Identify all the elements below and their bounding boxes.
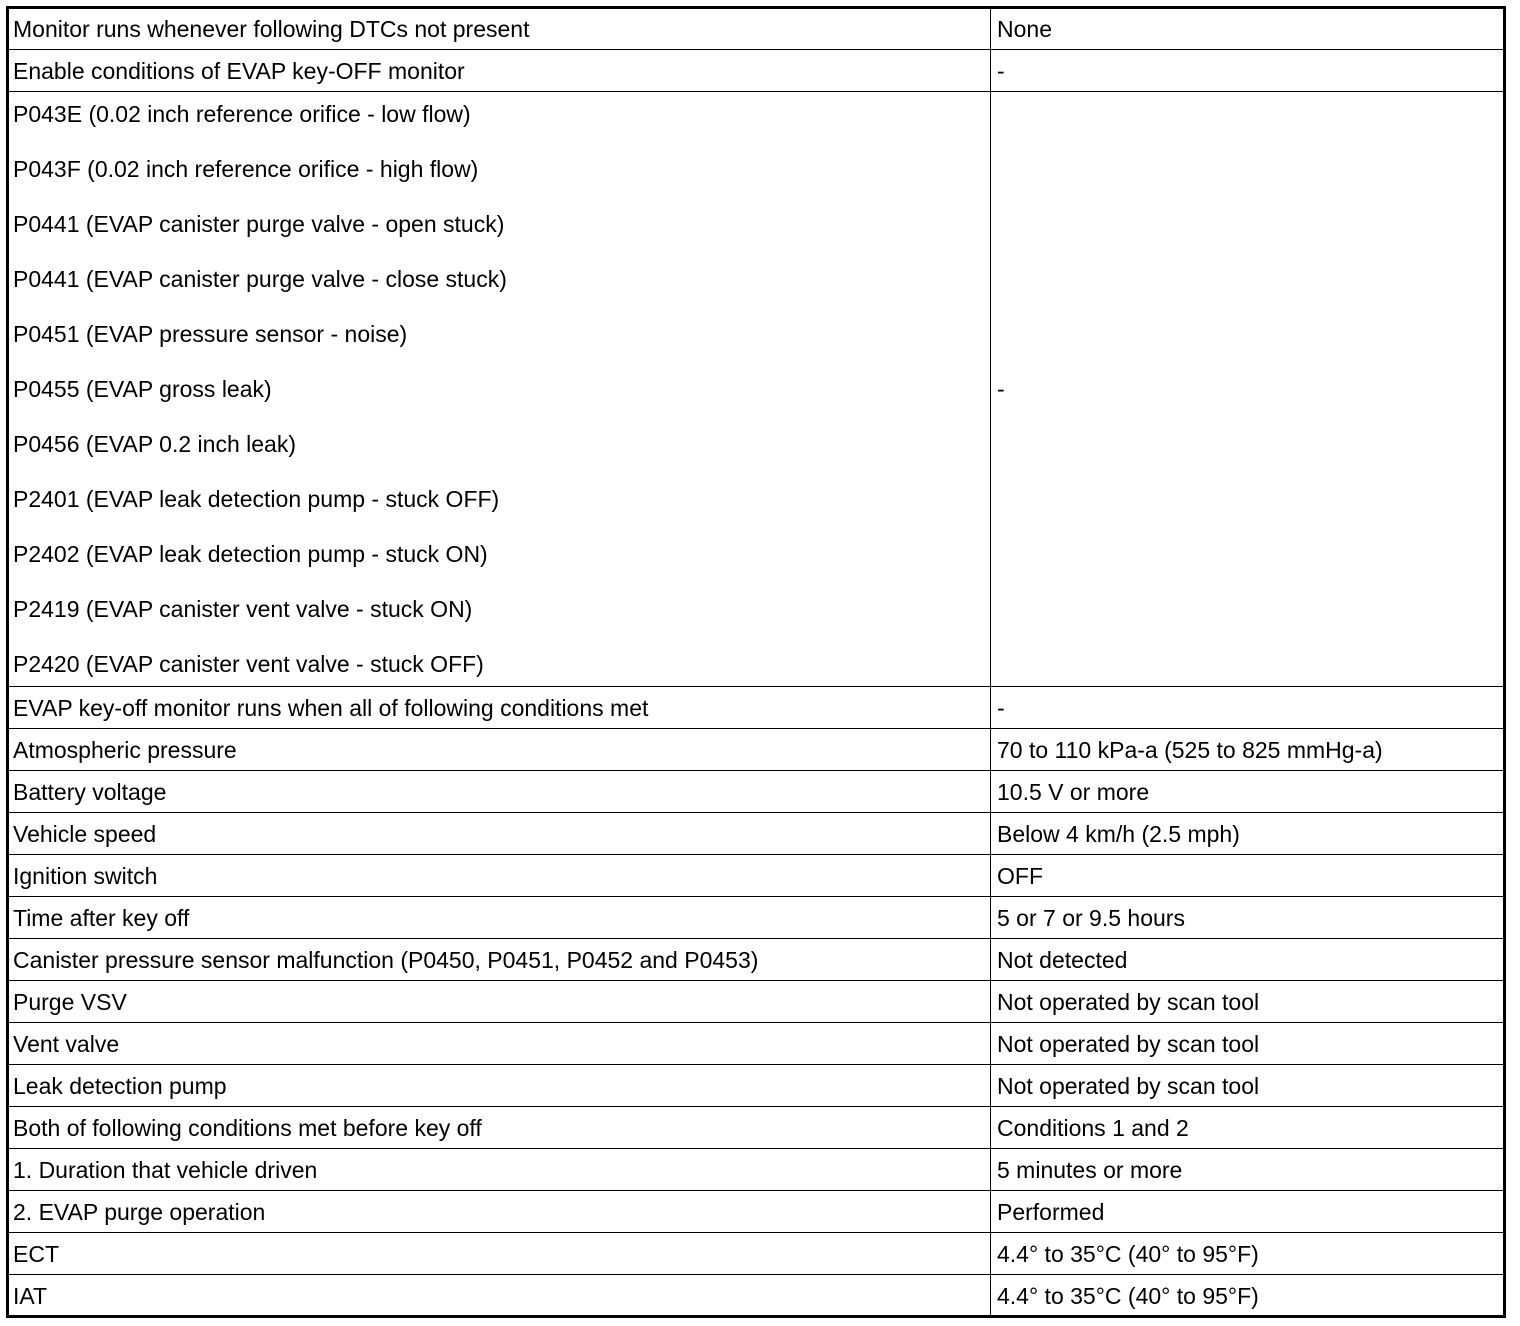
table-row <box>9 939 1503 981</box>
condition-value: Not operated by scan tool <box>991 1023 1504 1065</box>
condition-label: Atmospheric pressure <box>9 729 991 771</box>
condition-value: Performed <box>991 1191 1504 1233</box>
table-row <box>9 1023 1503 1065</box>
condition-value: 5 or 7 or 9.5 hours <box>991 897 1504 939</box>
condition-label: Time after key off <box>9 897 991 939</box>
table-row <box>9 855 1503 897</box>
condition-label: Enable conditions of EVAP key-OFF monitor <box>9 50 991 92</box>
table-row <box>9 981 1503 1023</box>
condition-value: 4.4° to 35°C (40° to 95°F) <box>991 1275 1504 1317</box>
dtc-item: P043F (0.02 inch reference orifice - high flow) <box>13 156 479 182</box>
condition-value: 10.5 V or more <box>991 771 1504 813</box>
condition-value: Not operated by scan tool <box>991 981 1504 1023</box>
table-row <box>9 813 1503 855</box>
dtc-list-value: - <box>991 92 1504 687</box>
spec-table <box>9 9 1503 1316</box>
condition-value: 5 minutes or more <box>991 1149 1504 1191</box>
table-row <box>9 50 1503 92</box>
condition-label: ECT <box>9 1233 991 1275</box>
dtc-item: P0451 (EVAP pressure sensor - noise) <box>13 321 408 347</box>
dtc-list-cell <box>9 92 991 687</box>
dtc-item: P0456 (EVAP 0.2 inch leak) <box>13 431 296 457</box>
condition-value: 70 to 110 kPa-a (525 to 825 mmHg-a) <box>991 729 1504 771</box>
dtc-list <box>13 92 990 686</box>
condition-value: - <box>991 687 1504 729</box>
condition-value: Not detected <box>991 939 1504 981</box>
condition-value: Conditions 1 and 2 <box>991 1107 1504 1149</box>
table-row <box>9 1065 1503 1107</box>
condition-value: Below 4 km/h (2.5 mph) <box>991 813 1504 855</box>
condition-label: IAT <box>9 1275 991 1317</box>
dtc-item: P0455 (EVAP gross leak) <box>13 376 272 402</box>
table-row <box>9 1233 1503 1275</box>
monitor-conditions-table <box>6 6 1506 1318</box>
condition-label: Monitor runs whenever following DTCs not present <box>9 9 991 50</box>
condition-label: Canister pressure sensor malfunction (P0450, P0451, P0452 and P0453) <box>9 939 991 981</box>
condition-label: Leak detection pump <box>9 1065 991 1107</box>
dtc-item: P2420 (EVAP canister vent valve - stuck OFF) <box>13 651 484 677</box>
condition-label: Vent valve <box>9 1023 991 1065</box>
table-row <box>9 1191 1503 1233</box>
condition-value: 4.4° to 35°C (40° to 95°F) <box>991 1233 1504 1275</box>
condition-label: EVAP key-off monitor runs when all of following conditions met <box>9 687 991 729</box>
table-row <box>9 897 1503 939</box>
table-row <box>9 1107 1503 1149</box>
condition-value: - <box>991 50 1504 92</box>
dtc-item: P2401 (EVAP leak detection pump - stuck OFF) <box>13 486 500 512</box>
table-row <box>9 729 1503 771</box>
condition-label: Ignition switch <box>9 855 991 897</box>
condition-label: Both of following conditions met before key off <box>9 1107 991 1149</box>
dtc-item: P0441 (EVAP canister purge valve - close stuck) <box>13 266 507 292</box>
condition-label: 2. EVAP purge operation <box>9 1191 991 1233</box>
condition-label: Purge VSV <box>9 981 991 1023</box>
condition-label: 1. Duration that vehicle driven <box>9 1149 991 1191</box>
dtc-item: P0441 (EVAP canister purge valve - open stuck) <box>13 211 505 237</box>
dtc-item: P043E (0.02 inch reference orifice - low flow) <box>13 101 471 127</box>
table-row <box>9 1149 1503 1191</box>
condition-value: OFF <box>991 855 1504 897</box>
table-row <box>9 1275 1503 1317</box>
condition-label: Vehicle speed <box>9 813 991 855</box>
table-row <box>9 771 1503 813</box>
condition-label: Battery voltage <box>9 771 991 813</box>
dtc-list-row <box>9 92 1503 687</box>
dtc-item: P2419 (EVAP canister vent valve - stuck ON) <box>13 596 473 622</box>
table-row <box>9 9 1503 50</box>
condition-value: None <box>997 16 1052 42</box>
condition-value: Not operated by scan tool <box>991 1065 1504 1107</box>
table-row <box>9 687 1503 729</box>
dtc-item: P2402 (EVAP leak detection pump - stuck ON) <box>13 541 488 567</box>
